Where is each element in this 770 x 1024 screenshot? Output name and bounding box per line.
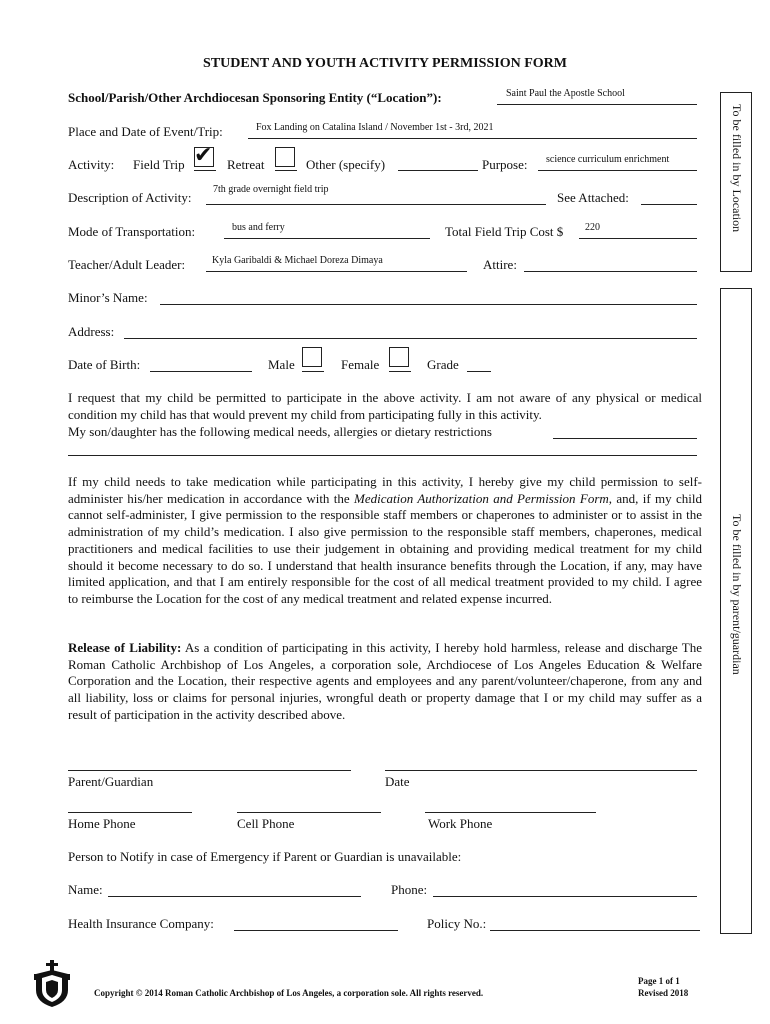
home-phone-field[interactable] [68, 812, 192, 813]
check-mark-icon: ✔ [194, 143, 213, 168]
other-label: Other (specify) [306, 157, 386, 172]
release-heading: Release of Liability: [68, 640, 182, 655]
address-label: Address: [68, 324, 115, 339]
minor-name-field[interactable] [160, 304, 697, 305]
insurance-label: Health Insurance Company: [68, 916, 214, 931]
policy-label: Policy No.: [427, 916, 487, 931]
attire-field[interactable] [524, 271, 697, 272]
description-label: Description of Activity: [68, 190, 192, 205]
retreat-label: Retreat [227, 157, 265, 172]
purpose-value: science curriculum enrichment [546, 154, 670, 165]
attire-label: Attire: [483, 257, 517, 272]
date-label: Date [385, 774, 410, 789]
policy-field[interactable] [490, 930, 700, 931]
female-checkbox[interactable] [389, 347, 409, 367]
form-title: STUDENT AND YOUTH ACTIVITY PERMISSION FORM [203, 56, 567, 71]
address-field[interactable] [124, 338, 697, 339]
medical-needs-label: My son/daughter has the following medical needs, allergies or dietary restrictions [68, 424, 492, 439]
grade-field[interactable] [467, 371, 491, 372]
medical-needs-field[interactable] [553, 438, 697, 439]
description-value: 7th grade overnight field trip [213, 184, 329, 195]
home-phone-label: Home Phone [68, 816, 136, 831]
request-paragraph: I request that my child be permitted to participate in the above activity. I am not aware of any physical or medical condition my child has that would prevent my child from participating fully in this activity. [68, 390, 702, 422]
insurance-field[interactable] [234, 930, 398, 931]
copyright-text: Copyright © 2014 Roman Catholic Archbishop of Los Angeles, a corporation sole. All rights reserved. [94, 988, 484, 998]
medication-text-b: , and, if my child cannot self-administer, I give permission to the responsible staff members or chaperones to administer or to assist in the administration of my child’s medication. I also give permission to the responsible staff members, chaperones, medical practitioners and medical facilities to use their judgement in obtaining and providing medical treatment for my child should it become necessary to do so. I understand that health insurance benefits through the Location, if any, may have limited application, and that I am entirely responsible for the cost of all medical treatment provided to my child. I agree to reimburse the Location for the cost of any medical treatment and related expense incurred. [68, 490, 702, 606]
sponsoring-entity-value: Saint Paul the Apostle School [506, 88, 625, 99]
cost-value: 220 [585, 222, 600, 233]
minor-name-label: Minor’s Name: [68, 290, 148, 305]
activity-label: Activity: [68, 157, 115, 172]
parent-guardian-label: Parent/Guardian [68, 774, 154, 789]
place-date-value: Fox Landing on Catalina Island / November 1st - 3rd, 2021 [256, 122, 494, 133]
page-number: Page 1 of 1 [638, 976, 680, 986]
leader-label: Teacher/Adult Leader: [68, 257, 186, 272]
medical-needs-field-line2[interactable] [68, 455, 697, 456]
sponsoring-entity-field[interactable] [497, 104, 697, 105]
emergency-name-field[interactable] [108, 896, 361, 897]
emergency-phone-field[interactable] [433, 896, 697, 897]
revised-date: Revised 2018 [638, 988, 689, 998]
parent-signature-field[interactable] [68, 770, 351, 771]
release-paragraph [68, 640, 702, 724]
transport-field[interactable] [224, 238, 430, 239]
female-label: Female [341, 357, 380, 372]
female-underline [389, 371, 411, 372]
retreat-underline [275, 170, 297, 171]
see-attached-field[interactable] [641, 204, 697, 205]
male-checkbox[interactable] [302, 347, 322, 367]
place-date-field[interactable] [248, 138, 697, 139]
male-label: Male [268, 357, 295, 372]
field-trip-label: Field Trip [133, 157, 185, 172]
dob-field[interactable] [150, 371, 252, 372]
other-field[interactable] [398, 170, 478, 171]
retreat-checkbox[interactable] [275, 147, 295, 167]
date-field[interactable] [385, 770, 697, 771]
cost-label: Total Field Trip Cost $ [445, 224, 564, 239]
grade-label: Grade [427, 357, 459, 372]
work-phone-field[interactable] [425, 812, 596, 813]
emergency-name-label: Name: [68, 882, 103, 897]
parent-side-label: To be filled in by parent/guardian [730, 514, 744, 675]
emergency-label: Person to Notify in case of Emergency if Parent or Guardian is unavailable: [68, 849, 462, 864]
work-phone-label: Work Phone [428, 816, 493, 831]
purpose-field[interactable] [538, 170, 697, 171]
cell-phone-field[interactable] [237, 812, 381, 813]
medication-paragraph [68, 474, 702, 608]
cell-phone-label: Cell Phone [237, 816, 295, 831]
cost-field[interactable] [579, 238, 697, 239]
description-field[interactable] [206, 204, 546, 205]
archdiocese-crest-icon [32, 960, 72, 1008]
location-side-label: To be filled in by Location [730, 104, 744, 233]
place-date-label: Place and Date of Event/Trip: [68, 124, 223, 139]
leader-field[interactable] [206, 271, 467, 272]
leader-value: Kyla Garibaldi & Michael Doreza Dimaya [212, 255, 383, 266]
medication-form-name: Medication Authorization and Permission Form [354, 490, 609, 506]
field-trip-underline [194, 170, 216, 171]
release-text: As a condition of participating in this activity, I hereby hold harmless, release and discharge The Roman Catholic Archbishop of Los Angeles, a corporation sole, Archdiocese of Los Angeles Education & Welfare Corporation and the Location, their respective agents and employees and any parent/volunteer/chaperone, from any and all liability, loss or claims for personal injuries, wrongful death or property damage that I or my child may suffer as a result of participation in the activity described above. [68, 640, 702, 722]
see-attached-label: See Attached: [557, 190, 629, 205]
male-underline [302, 371, 324, 372]
medication-text-a: If my child needs to take medication while participating in this activity, I hereby give my child permission to self-administer his/her medication in accordance with the [68, 474, 702, 506]
sponsoring-entity-label: School/Parish/Other Archdiocesan Sponsoring Entity (“Location”): [68, 90, 442, 105]
purpose-label: Purpose: [482, 157, 528, 172]
emergency-phone-label: Phone: [391, 882, 428, 897]
transport-value: bus and ferry [232, 222, 285, 233]
transport-label: Mode of Transportation: [68, 224, 196, 239]
dob-label: Date of Birth: [68, 357, 141, 372]
